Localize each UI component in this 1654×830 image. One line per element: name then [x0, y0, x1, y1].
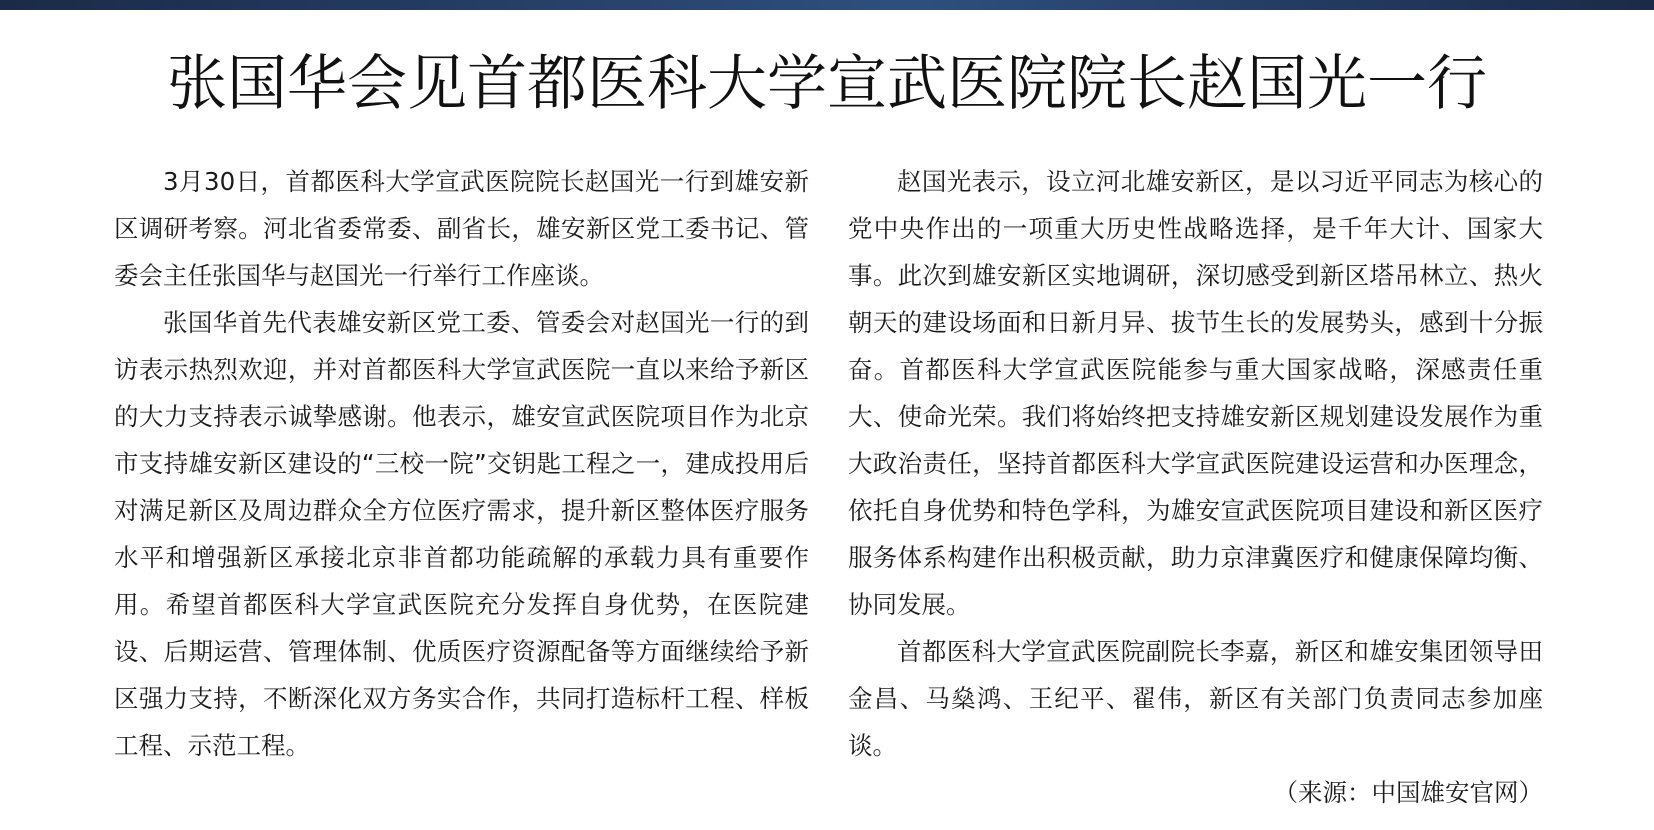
- article-column-right: [848, 158, 1543, 816]
- article-paragraph: 张国华首先代表雄安新区党工委、管委会对赵国光一行的到访表示热烈欢迎，并对首都医科大学宣武医院一直以来给予新区的大力支持表示诚挚感谢。他表示，雄安宣武医院项目作为北京市支持雄安新区建设的“三校一院”交钥匙工程之一，建成投用后对满足新区及周边群众全方位医疗需求，提升新区整体医疗服务水平和增强新区承接北京非首都功能疏解的承载力具有重要作用。希望首都医科大学宣武医院充分发挥自身优势，在医院建设、后期运营、管理体制、优质医疗资源配备等方面继续给予新区强力支持，不断深化双方务实合作，共同打造标杆工程、样板工程、示范工程。: [114, 308, 809, 760]
- article-column-left: [114, 158, 809, 769]
- article-paragraph: 赵国光表示，设立河北雄安新区，是以习近平同志为核心的党中央作出的一项重大历史性战略选择，是千年大计、国家大事。此次到雄安新区实地调研，深切感受到新区塔吊林立、热火朝天的建设场面和日新月异、拔节生长的发展势头，感到十分振奋。首都医科大学宣武医院能参与重大国家战略，深感责任重大、使命光荣。我们将始终把支持雄安新区规划建设发展作为重大政治责任，坚持首都医科大学宣武医院建设运营和办医理念，依托自身优势和特色学科，为雄安宣武医院项目建设和新区医疗服务体系构建作出积极贡献，助力京津冀医疗和健康保障均衡、协同发展。: [848, 167, 1543, 619]
- article-headline: 张国华会见首都医科大学宣武医院院长赵国光一行: [167, 49, 1487, 119]
- article-source: （来源：中国雄安官网）: [1273, 778, 1543, 807]
- top-decorative-bar: [0, 0, 1654, 10]
- article-paragraph: 首都医科大学宣武医院副院长李嘉，新区和雄安集团领导田金昌、马燊鸿、王纪平、翟伟，新区有关部门负责同志参加座谈。: [848, 637, 1543, 760]
- article-paragraph: 3月30日，首都医科大学宣武医院院长赵国光一行到雄安新区调研考察。河北省委常委、副省长，雄安新区党工委书记、管委会主任张国华与赵国光一行举行工作座谈。: [114, 167, 809, 290]
